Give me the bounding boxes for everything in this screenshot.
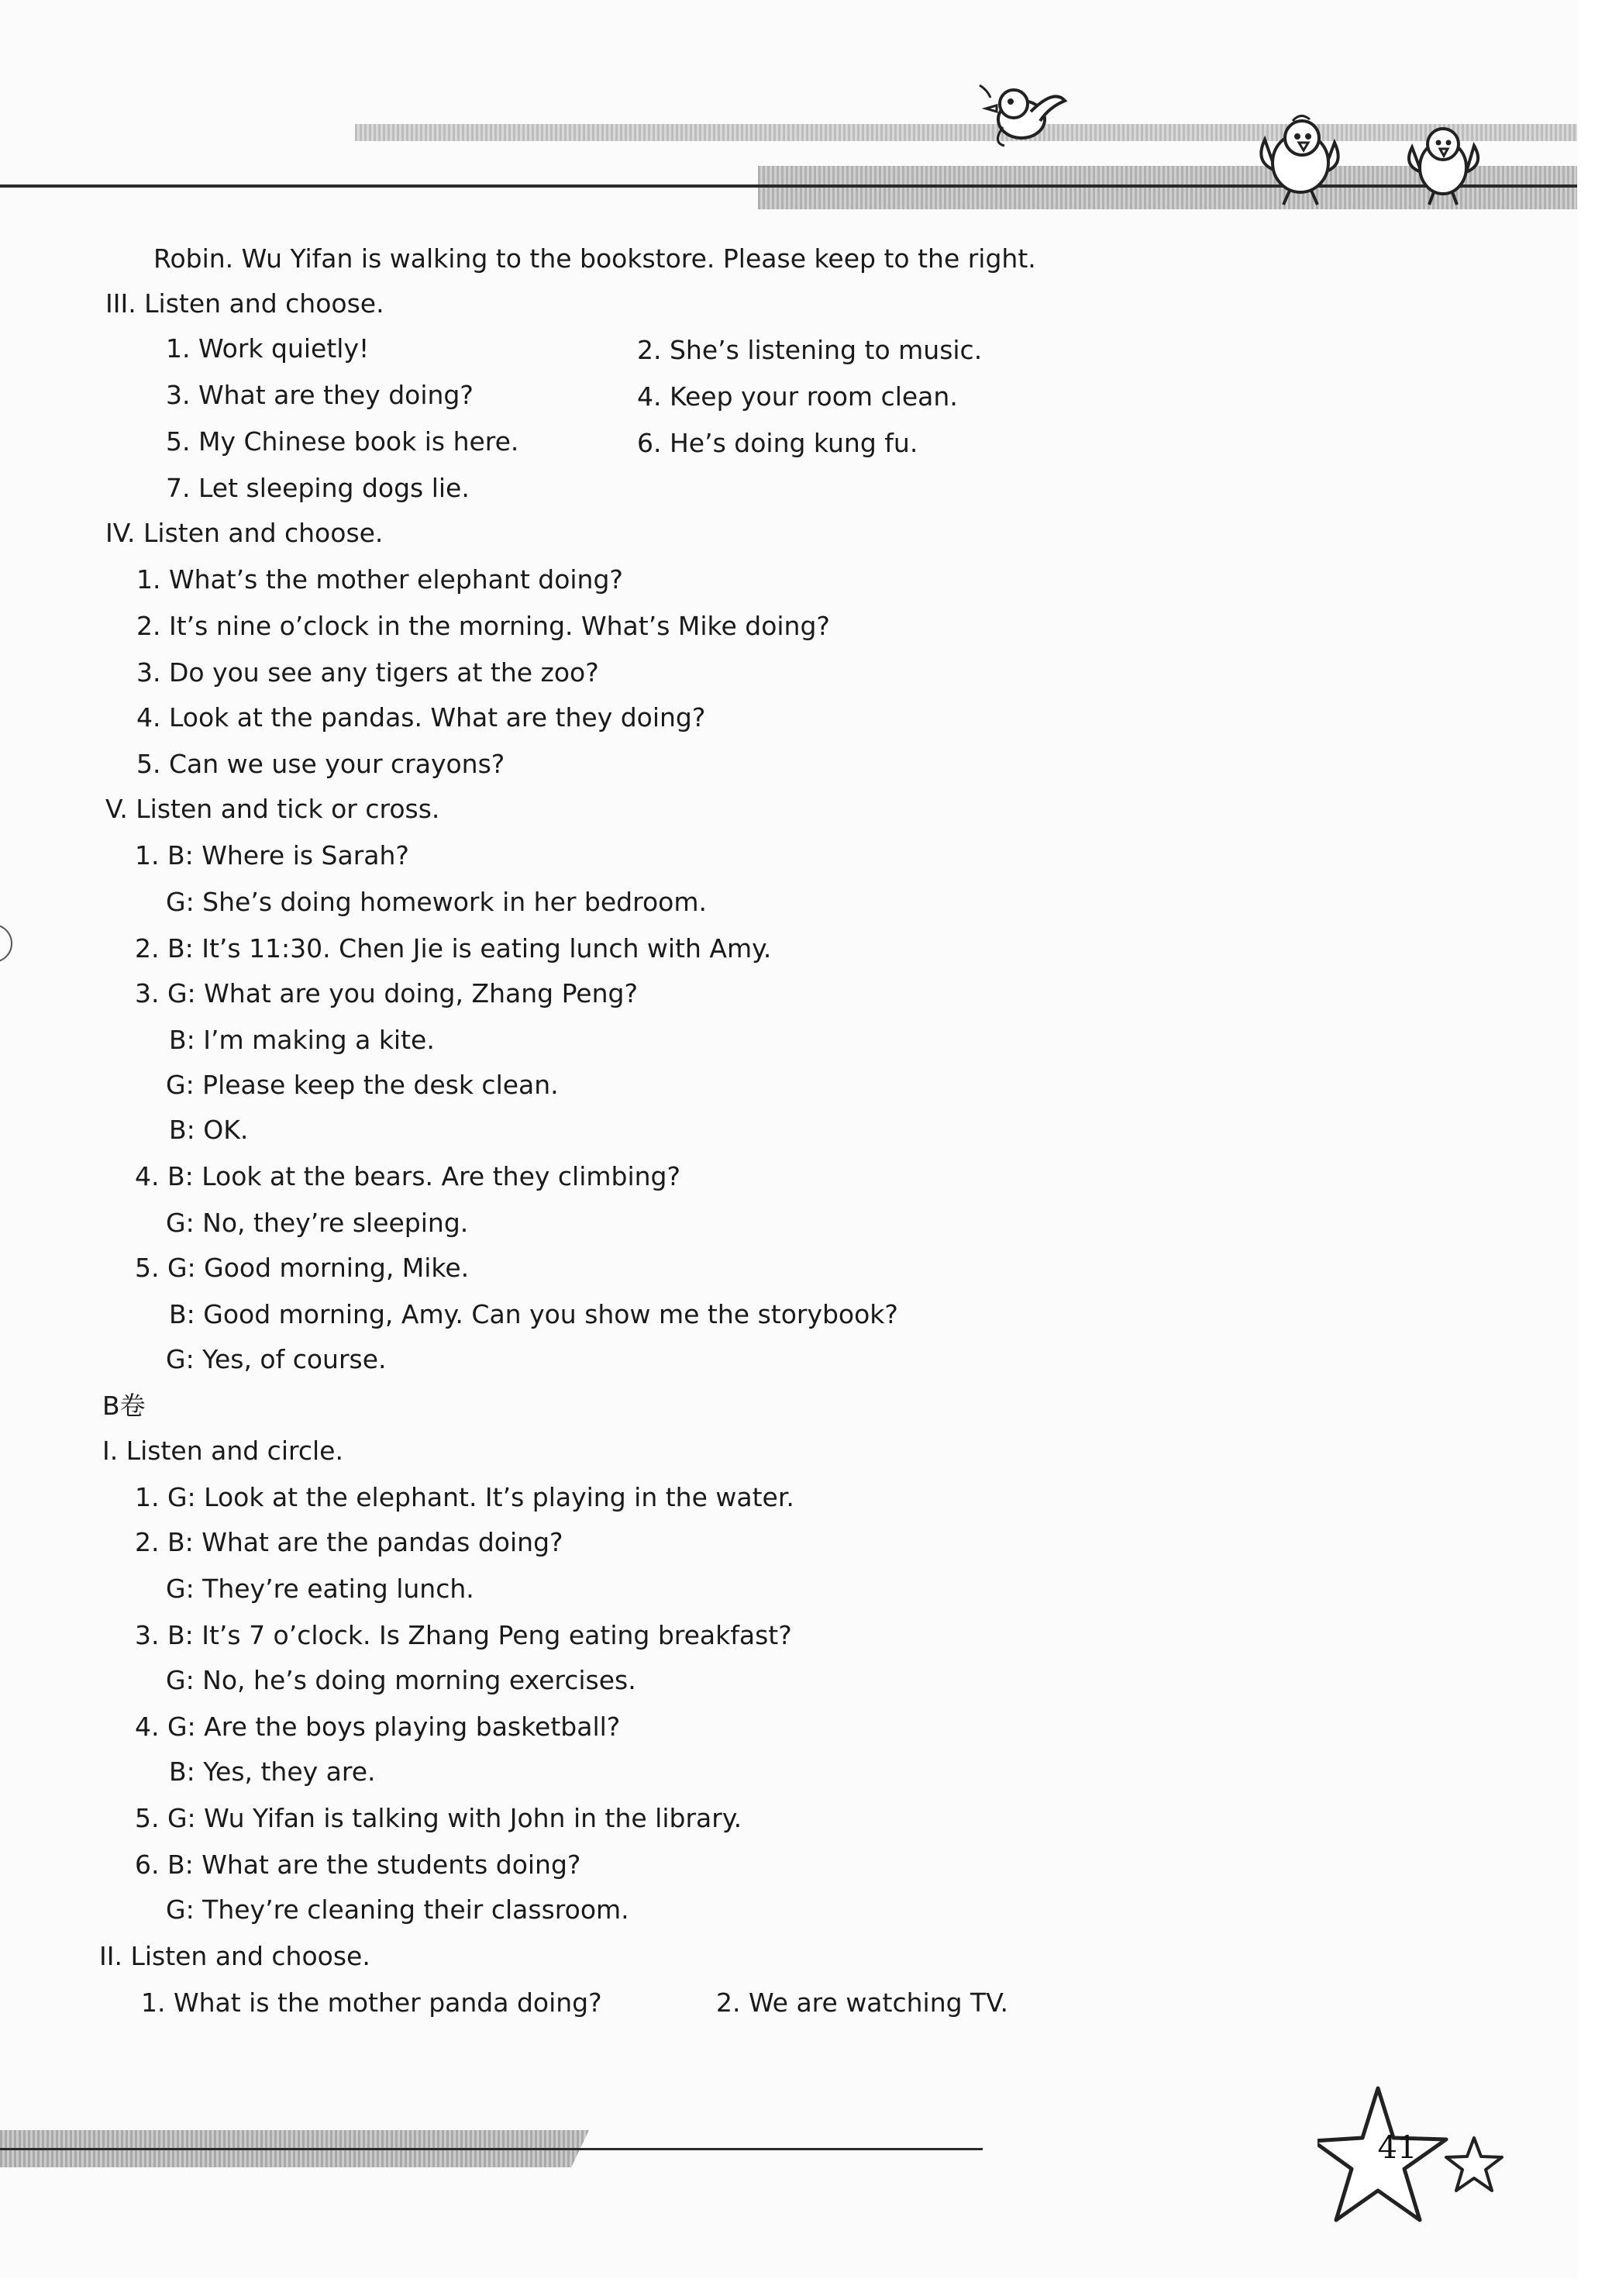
page-number: 41: [1377, 2130, 1417, 2166]
text-line: B: Yes, they are.: [169, 1756, 376, 1787]
text-line: B卷: [102, 1391, 146, 1421]
small-star-icon: [1443, 2133, 1505, 2195]
text-line: G: She’s doing homework in her bedroom.: [166, 887, 707, 917]
text-line: 2. B: It’s 11:30. Chen Jie is eating lunch with Amy.: [135, 933, 772, 964]
text-line: 1. B: Where is Sarah?: [135, 840, 409, 870]
text-line: G: They’re cleaning their classroom.: [166, 1894, 629, 1925]
text-line: 2. B: What are the pandas doing?: [135, 1527, 563, 1557]
text-line: I. Listen and circle.: [102, 1436, 343, 1466]
text-line: 3. Do you see any tigers at the zoo?: [136, 657, 599, 688]
text-line: 1. Work quietly!: [166, 333, 370, 364]
text-line: 3. What are they doing?: [166, 380, 474, 410]
bird-icon: [1401, 116, 1486, 209]
text-line: G: Please keep the desk clean.: [166, 1070, 559, 1100]
text-line: 4. B: Look at the bears. Are they climbing?: [135, 1161, 681, 1191]
text-line: 1. What is the mother panda doing?: [141, 1987, 602, 2018]
bird-icon: [1249, 109, 1350, 209]
text-line: 1. G: Look at the elephant. It’s playing in the water.: [135, 1482, 794, 1512]
text-line: 2. It’s nine o’clock in the morning. What’s Mike doing?: [136, 611, 830, 641]
text-line: 5. G: Wu Yifan is talking with John in the library.: [135, 1803, 742, 1833]
text-line: 6. B: What are the students doing?: [135, 1850, 581, 1880]
text-line: IV. Listen and choose.: [105, 518, 384, 548]
text-line: III. Listen and choose.: [105, 288, 384, 319]
text-line: 3. G: What are you doing, Zhang Peng?: [135, 978, 638, 1008]
text-line: 2. We are watching TV.: [716, 1987, 1009, 2018]
text-line: G: Yes, of course.: [166, 1344, 387, 1374]
text-line: 2. She’s listening to music.: [637, 335, 983, 365]
flying-bird-icon: [969, 81, 1070, 150]
text-line: 4. Keep your room clean.: [637, 381, 958, 412]
text-line: 1. What’s the mother elephant doing?: [136, 564, 623, 595]
text-line: B: I’m making a kite.: [169, 1025, 435, 1055]
page-edge-mark: [0, 924, 12, 963]
header-stripe: [355, 124, 1577, 141]
text-line: G: No, he’s doing morning exercises.: [166, 1665, 636, 1695]
text-line: V. Listen and tick or cross.: [105, 794, 440, 824]
text-line: 4. G: Are the boys playing basketball?: [135, 1712, 621, 1742]
text-line: Robin. Wu Yifan is walking to the bookstore. Please keep to the right.: [153, 243, 1036, 274]
text-line: G: No, they’re sleeping.: [166, 1208, 469, 1238]
text-line: 4. Look at the pandas. What are they doing?: [136, 702, 706, 733]
text-line: 5. G: Good morning, Mike.: [135, 1253, 470, 1283]
text-line: II. Listen and choose.: [99, 1941, 370, 1971]
text-line: 7. Let sleeping dogs lie.: [166, 473, 470, 503]
text-line: B: OK.: [169, 1115, 249, 1145]
text-line: B: Good morning, Amy. Can you show me the storybook?: [169, 1299, 898, 1329]
footer-rule: [0, 2148, 983, 2150]
text-line: 3. B: It’s 7 o’clock. Is Zhang Peng eating breakfast?: [135, 1620, 792, 1650]
text-line: 5. My Chinese book is here.: [166, 426, 519, 457]
text-line: G: They’re eating lunch.: [166, 1574, 474, 1604]
text-line: 6. He’s doing kung fu.: [637, 428, 918, 458]
text-line: 5. Can we use your crayons?: [136, 749, 505, 779]
